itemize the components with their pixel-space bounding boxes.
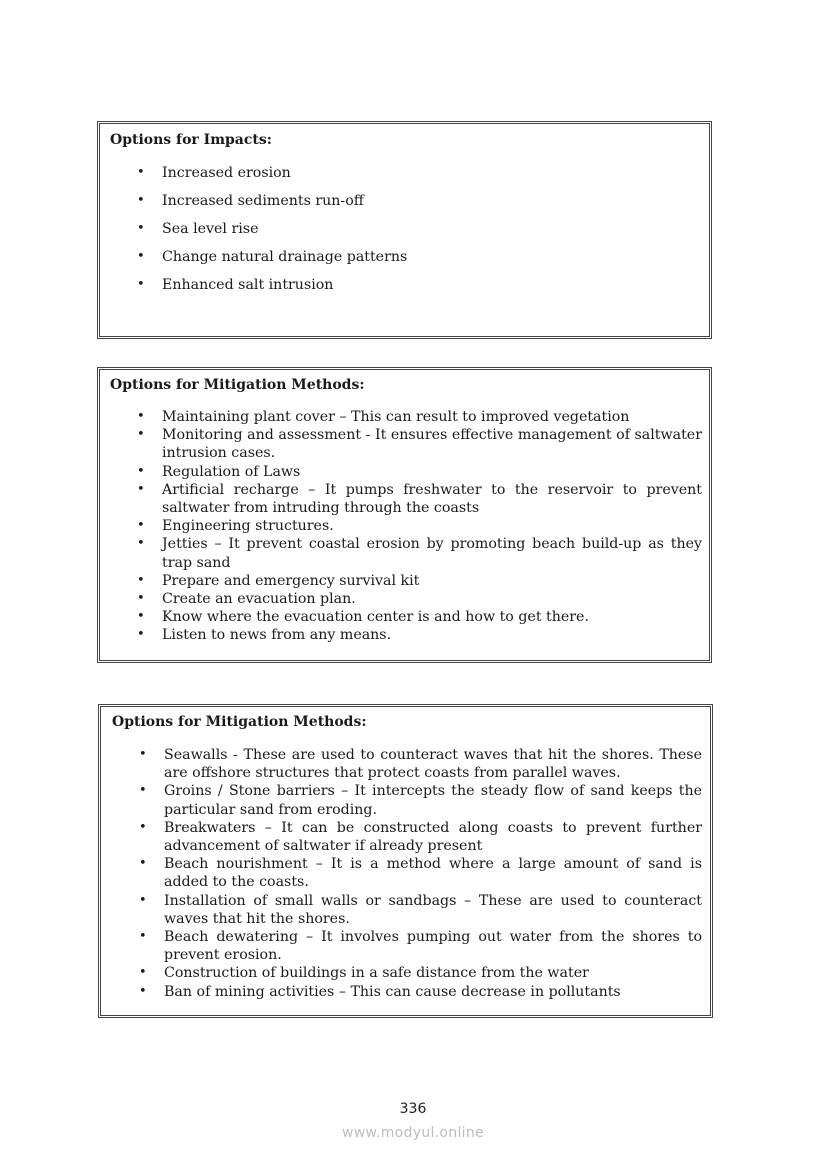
- watermark: www.modyul.online: [342, 1125, 484, 1141]
- mitigation-list-1: [137, 408, 702, 645]
- list-item: • Ban of mining activities – This can cause decrease in pollutants: [139, 983, 702, 1001]
- list-item: • Monitoring and assessment - It ensures effective management of saltwater intrusion cases.: [137, 426, 702, 462]
- list-item: • Create an evacuation plan.: [137, 590, 702, 608]
- list-item: • Engineering structures.: [137, 517, 702, 535]
- list-item: • Listen to news from any means.: [137, 626, 702, 644]
- list-item: • Know where the evacuation center is and how to get there.: [137, 608, 702, 626]
- mitigation-list-2: [139, 746, 702, 1001]
- list-item: • Construction of buildings in a safe distance from the water: [139, 964, 702, 982]
- list-item: • Groins / Stone barriers – It intercepts the steady flow of sand keeps the particular sand from eroding.: [139, 782, 702, 818]
- list-item: • Change natural drainage patterns: [137, 248, 697, 276]
- impacts-heading: Options for Impacts:: [110, 132, 272, 148]
- list-item: • Breakwaters – It can be constructed along coasts to prevent further advancement of saltwater if already present: [139, 819, 702, 855]
- list-item: • Increased erosion: [137, 164, 697, 192]
- mitigation-methods-box-2: [98, 704, 713, 1018]
- list-item: • Beach dewatering – It involves pumping out water from the shores to prevent erosion.: [139, 928, 702, 964]
- impacts-box: [97, 121, 712, 339]
- list-item: • Artificial recharge – It pumps freshwater to the reservoir to prevent saltwater from intruding through the coasts: [137, 481, 702, 517]
- list-item: • Enhanced salt intrusion: [137, 276, 697, 304]
- mitigation-heading-2: Options for Mitigation Methods:: [112, 714, 367, 730]
- list-item: • Installation of small walls or sandbags – These are used to counteract waves that hit the shores.: [139, 892, 702, 928]
- list-item: • Jetties – It prevent coastal erosion by promoting beach build-up as they trap sand: [137, 535, 702, 571]
- list-item: • Regulation of Laws: [137, 463, 702, 481]
- list-item: • Seawalls - These are used to counteract waves that hit the shores. These are offshore structures that protect coasts from parallel waves.: [139, 746, 702, 782]
- list-item: • Increased sediments run-off: [137, 192, 697, 220]
- list-item: • Beach nourishment – It is a method where a large amount of sand is added to the coasts.: [139, 855, 702, 891]
- mitigation-heading-1: Options for Mitigation Methods:: [110, 377, 365, 393]
- list-item: • Sea level rise: [137, 220, 697, 248]
- mitigation-methods-box-1: [97, 367, 712, 663]
- impacts-list: [137, 164, 697, 304]
- list-item: • Prepare and emergency survival kit: [137, 572, 702, 590]
- page-number: 336: [399, 1101, 427, 1117]
- list-item: • Maintaining plant cover – This can result to improved vegetation: [137, 408, 702, 426]
